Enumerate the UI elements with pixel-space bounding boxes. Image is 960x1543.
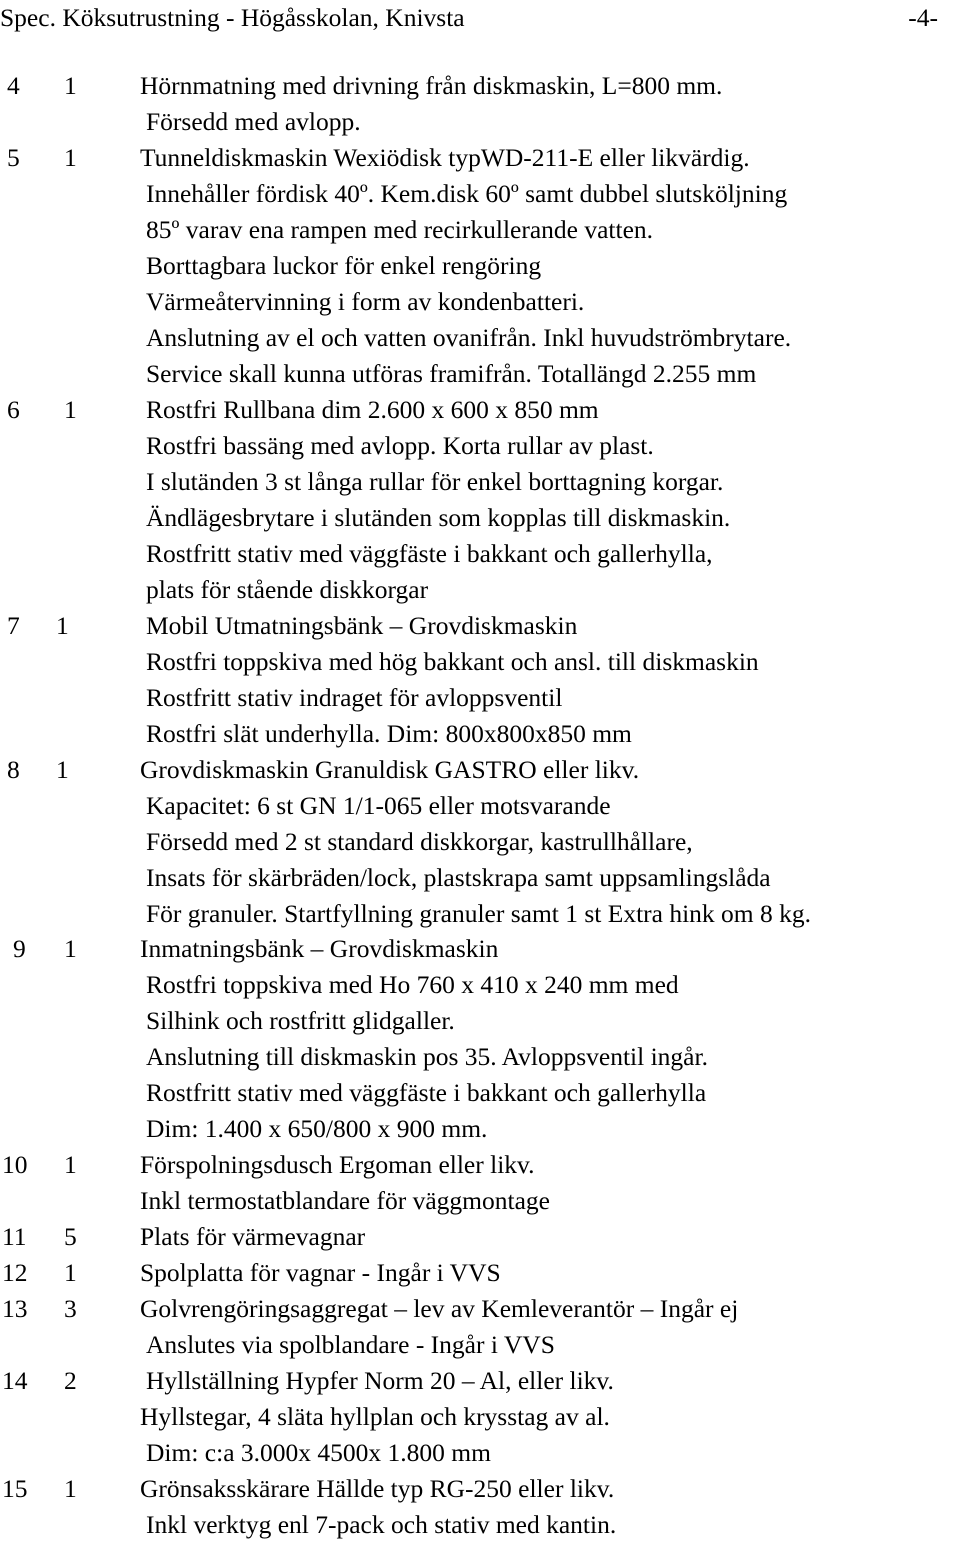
- item-description: För granuler. Startfyllning granuler samt 1 st Extra hink om 8 kg.: [146, 899, 812, 928]
- item-description: Inmatningsbänk – Grovdiskmaskin: [140, 934, 499, 963]
- quantity: 1: [64, 1474, 77, 1503]
- spec-line: [0, 752, 960, 788]
- item-description: Rostfri Rullbana dim 2.600 x 600 x 850 mm: [146, 395, 599, 424]
- item-description: Borttagbara luckor för enkel rengöring: [146, 251, 542, 280]
- quantity: 2: [64, 1366, 77, 1395]
- item-description: Försedd med avlopp.: [146, 107, 361, 136]
- position-number: 11: [2, 1222, 27, 1251]
- spec-line: [0, 1363, 960, 1399]
- item-description: 85º varav ena rampen med recirkullerande vatten.: [146, 215, 654, 244]
- position-number: 15: [2, 1474, 28, 1503]
- item-description: Försedd med 2 st standard diskkorgar, kastrullhållare,: [146, 827, 693, 856]
- position-number: 4: [7, 71, 20, 100]
- spec-line: [0, 896, 960, 932]
- item-description: Grovdiskmaskin Granuldisk GASTRO eller likv.: [140, 755, 640, 784]
- spec-line: [0, 824, 960, 860]
- spec-line: [0, 608, 960, 644]
- item-description: Rostfritt stativ med väggfäste i bakkant och gallerhylla,: [146, 539, 713, 568]
- page-header: [0, 0, 960, 36]
- item-description: Inkl termostatblandare för väggmontage: [140, 1186, 550, 1215]
- spec-line: [0, 1039, 960, 1075]
- spec-line: [0, 248, 960, 284]
- spec-line: [0, 392, 960, 428]
- item-description: Insats för skärbräden/lock, plastskrapa samt uppsamlingslåda: [146, 863, 771, 892]
- spec-line: [0, 572, 960, 608]
- position-number: 14: [2, 1366, 28, 1395]
- item-description: Grönsaksskärare Hällde typ RG-250 eller likv.: [140, 1474, 615, 1503]
- item-description: Anslutning av el och vatten ovanifrån. Inkl huvudströmbrytare.: [146, 323, 792, 352]
- quantity: 1: [64, 143, 77, 172]
- item-description: Inkl verktyg enl 7-pack och stativ med kantin.: [146, 1510, 617, 1539]
- quantity: 1: [56, 755, 69, 784]
- position-number: 8: [7, 755, 20, 784]
- quantity: 1: [64, 1150, 77, 1179]
- position-number: 10: [2, 1150, 28, 1179]
- item-description: Anslutes via spolblandare - Ingår i VVS: [146, 1330, 555, 1359]
- quantity: 1: [56, 611, 69, 640]
- spec-line: [0, 500, 960, 536]
- spec-line: [0, 716, 960, 752]
- quantity: 1: [64, 71, 77, 100]
- item-description: I slutänden 3 st långa rullar för enkel borttagning korgar.: [146, 467, 724, 496]
- spec-line: [0, 104, 960, 140]
- item-description: Rostfritt stativ indraget för avloppsventil: [146, 683, 563, 712]
- item-description: Rostfri toppskiva med hög bakkant och ansl. till diskmaskin: [146, 647, 759, 676]
- spec-line: [0, 1435, 960, 1471]
- spec-line: [0, 212, 960, 248]
- position-number: 7: [7, 611, 20, 640]
- spec-line: [0, 860, 960, 896]
- spec-line: [0, 1291, 960, 1327]
- spec-line: [0, 788, 960, 824]
- spec-line: [0, 464, 960, 500]
- spec-line: [0, 1147, 960, 1183]
- spec-line: [0, 644, 960, 680]
- item-description: Innehåller fördisk 40º. Kem.disk 60º samt dubbel slutsköljning: [146, 179, 788, 208]
- spec-line: [0, 68, 960, 104]
- quantity: 1: [64, 934, 77, 963]
- position-number: 6: [7, 395, 20, 424]
- spec-line: [0, 140, 960, 176]
- spec-line: [0, 176, 960, 212]
- spec-line: [0, 1183, 960, 1219]
- item-description: Kapacitet: 6 st GN 1/1-065 eller motsvarande: [146, 791, 611, 820]
- spec-line: [0, 1219, 960, 1255]
- item-description: Hyllställning Hypfer Norm 20 – Al, eller likv.: [146, 1366, 614, 1395]
- spec-line: [0, 931, 960, 967]
- item-description: Mobil Utmatningsbänk – Grovdiskmaskin: [146, 611, 578, 640]
- item-description: Anslutning till diskmaskin pos 35. Avloppsventil ingår.: [146, 1042, 708, 1071]
- item-description: Plats för värmevagnar: [140, 1222, 366, 1251]
- item-description: Service skall kunna utföras framifrån. Totallängd 2.255 mm: [146, 359, 757, 388]
- spec-line: [0, 967, 960, 1003]
- quantity: 3: [64, 1294, 77, 1323]
- document-title: Spec. Köksutrustning - Högåsskolan, Knivsta: [0, 3, 465, 32]
- spec-line: [0, 1399, 960, 1435]
- item-description: Silhink och rostfritt glidgaller.: [146, 1006, 455, 1035]
- spec-line: [0, 356, 960, 392]
- item-description: Dim: 1.400 x 650/800 x 900 mm.: [146, 1114, 488, 1143]
- item-description: Dim: c:a 3.000x 4500x 1.800 mm: [146, 1438, 491, 1467]
- spec-line: [0, 1471, 960, 1507]
- spec-line: [0, 1111, 960, 1147]
- position-number: 12: [2, 1258, 28, 1287]
- item-description: Rostfri slät underhylla. Dim: 800x800x850 mm: [146, 719, 632, 748]
- item-description: Spolplatta för vagnar - Ingår i VVS: [140, 1258, 501, 1287]
- position-number: 5: [7, 143, 20, 172]
- item-description: Förspolningsdusch Ergoman eller likv.: [140, 1150, 535, 1179]
- item-description: Rostfri bassäng med avlopp. Korta rullar av plast.: [146, 431, 654, 460]
- spec-line: [0, 680, 960, 716]
- item-description: Hyllstegar, 4 släta hyllplan och krysstag av al.: [140, 1402, 610, 1431]
- item-description: Ändlägesbrytare i slutänden som kopplas till diskmaskin.: [146, 503, 731, 532]
- quantity: 5: [64, 1222, 77, 1251]
- spec-line: [0, 1255, 960, 1291]
- item-description: Rostfritt stativ med väggfäste i bakkant och gallerhylla: [146, 1078, 707, 1107]
- spec-line: [0, 1003, 960, 1039]
- spec-line: [0, 1507, 960, 1543]
- spec-line: [0, 320, 960, 356]
- item-description: Tunneldiskmaskin Wexiödisk typWD-211-E eller likvärdig.: [140, 143, 750, 172]
- spec-line: [0, 1327, 960, 1363]
- position-number: 9: [13, 934, 26, 963]
- spec-line: [0, 428, 960, 464]
- item-description: Hörnmatning med drivning från diskmaskin, L=800 mm.: [140, 71, 723, 100]
- quantity: 1: [64, 395, 77, 424]
- quantity: 1: [64, 1258, 77, 1287]
- item-description: Värmeåtervinning i form av kondenbatteri.: [146, 287, 585, 316]
- item-description: Rostfri toppskiva med Ho 760 x 410 x 240 mm med: [146, 970, 679, 999]
- item-description: plats för stående diskkorgar: [146, 575, 429, 604]
- spec-line: [0, 284, 960, 320]
- page-number: -4-: [908, 3, 938, 32]
- item-description: Golvrengöringsaggregat – lev av Kemleverantör – Ingår ej: [140, 1294, 739, 1323]
- position-number: 13: [2, 1294, 28, 1323]
- spec-line: [0, 1075, 960, 1111]
- spec-line: [0, 536, 960, 572]
